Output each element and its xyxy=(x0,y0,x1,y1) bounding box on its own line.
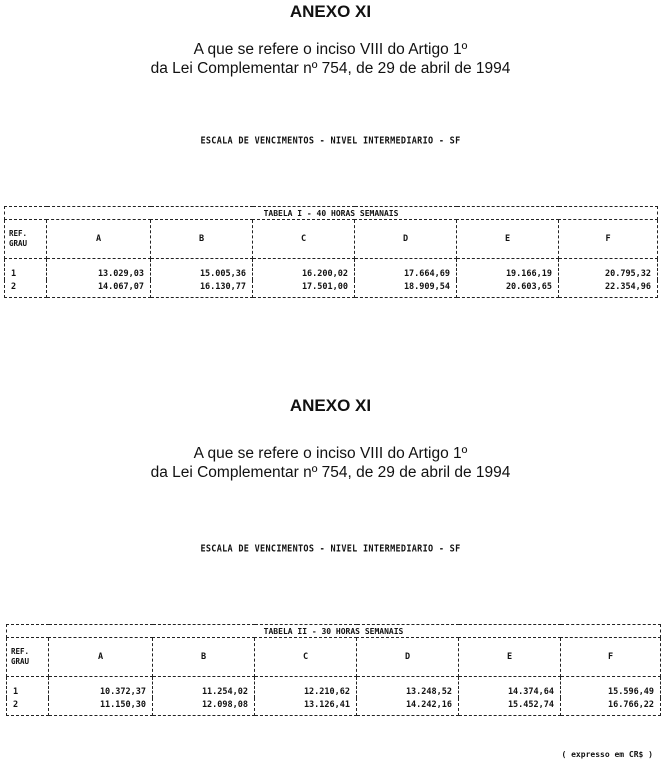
ref-grau-header xyxy=(5,220,47,259)
value-cell: 13.248,52 xyxy=(357,677,459,699)
table-row xyxy=(5,280,658,298)
column-header: B xyxy=(151,220,253,259)
table-caption: TABELA I - 40 HORAS SEMANAIS xyxy=(5,207,658,220)
value-cell: 13.126,41 xyxy=(255,698,357,716)
value-cell: 14.374,64 xyxy=(459,677,561,699)
value-cell: 10.372,37 xyxy=(49,677,153,699)
grau-cell: 1 xyxy=(7,677,49,699)
value-cell: 16.130,77 xyxy=(151,280,253,298)
value-cell: 15.005,36 xyxy=(151,259,253,281)
column-header: D xyxy=(357,638,459,677)
value-cell: 15.452,74 xyxy=(459,698,561,716)
salary-table-1 xyxy=(4,206,658,298)
anexo-subtitle-1 xyxy=(0,40,661,78)
subtitle-line: da Lei Complementar nº 754, de 29 de abril de 1994 xyxy=(150,60,511,77)
subtitle-line: da Lei Complementar nº 754, de 29 de abril de 1994 xyxy=(150,464,511,481)
anexo-header-1 xyxy=(0,2,661,22)
value-cell: 17.501,00 xyxy=(253,280,355,298)
scale-title-2: ESCALA DE VENCIMENTOS - NIVEL INTERMEDIARIO - SF xyxy=(200,543,461,555)
column-header: C xyxy=(255,638,357,677)
table-caption-row xyxy=(5,207,658,220)
grau-cell: 2 xyxy=(7,698,49,716)
table-row xyxy=(7,677,661,699)
value-cell: 15.596,49 xyxy=(561,677,661,699)
value-cell: 18.909,54 xyxy=(355,280,457,298)
subtitle-line: A que se refere o inciso VIII do Artigo 1º xyxy=(193,41,468,58)
value-cell: 20.795,32 xyxy=(559,259,658,281)
grau-label: GRAU xyxy=(11,657,30,666)
table-row xyxy=(7,698,661,716)
column-header: E xyxy=(457,220,559,259)
value-cell: 12.098,08 xyxy=(153,698,255,716)
column-header: A xyxy=(49,638,153,677)
anexo-subtitle-2 xyxy=(0,444,661,482)
column-header: C xyxy=(253,220,355,259)
column-header: E xyxy=(459,638,561,677)
subtitle-line: A que se refere o inciso VIII do Artigo 1º xyxy=(193,445,468,462)
column-header: F xyxy=(561,638,661,677)
value-cell: 13.029,03 xyxy=(47,259,151,281)
value-cell: 22.354,96 xyxy=(559,280,658,298)
value-cell: 19.166,19 xyxy=(457,259,559,281)
grau-cell: 1 xyxy=(5,259,47,281)
value-cell: 11.150,30 xyxy=(49,698,153,716)
value-cell: 17.664,69 xyxy=(355,259,457,281)
anexo-header-2 xyxy=(0,396,661,416)
value-cell: 20.603,65 xyxy=(457,280,559,298)
grau-cell: 2 xyxy=(5,280,47,298)
value-cell: 16.766,22 xyxy=(561,698,661,716)
anexo-title: ANEXO XI xyxy=(289,396,372,415)
table-caption: TABELA II - 30 HORAS SEMANAIS xyxy=(7,625,661,638)
salary-table-2 xyxy=(6,624,661,716)
value-cell: 14.067,07 xyxy=(47,280,151,298)
anexo-title: ANEXO XI xyxy=(289,2,372,21)
table-header-row xyxy=(7,638,661,677)
value-cell: 16.200,02 xyxy=(253,259,355,281)
value-cell: 14.242,16 xyxy=(357,698,459,716)
column-header: F xyxy=(559,220,658,259)
ref-label: REF. xyxy=(9,229,28,238)
currency-note: ( expresso em CR$ ) xyxy=(561,750,653,759)
column-header: A xyxy=(47,220,151,259)
value-cell: 11.254,02 xyxy=(153,677,255,699)
table-row xyxy=(5,259,658,281)
table-header-row xyxy=(5,220,658,259)
column-header: D xyxy=(355,220,457,259)
ref-grau-header xyxy=(7,638,49,677)
table-caption-row xyxy=(7,625,661,638)
value-cell: 12.210,62 xyxy=(255,677,357,699)
column-header: B xyxy=(153,638,255,677)
scale-title-1: ESCALA DE VENCIMENTOS - NIVEL INTERMEDIARIO - SF xyxy=(200,135,461,147)
ref-label: REF. xyxy=(11,647,30,656)
grau-label: GRAU xyxy=(9,239,28,248)
